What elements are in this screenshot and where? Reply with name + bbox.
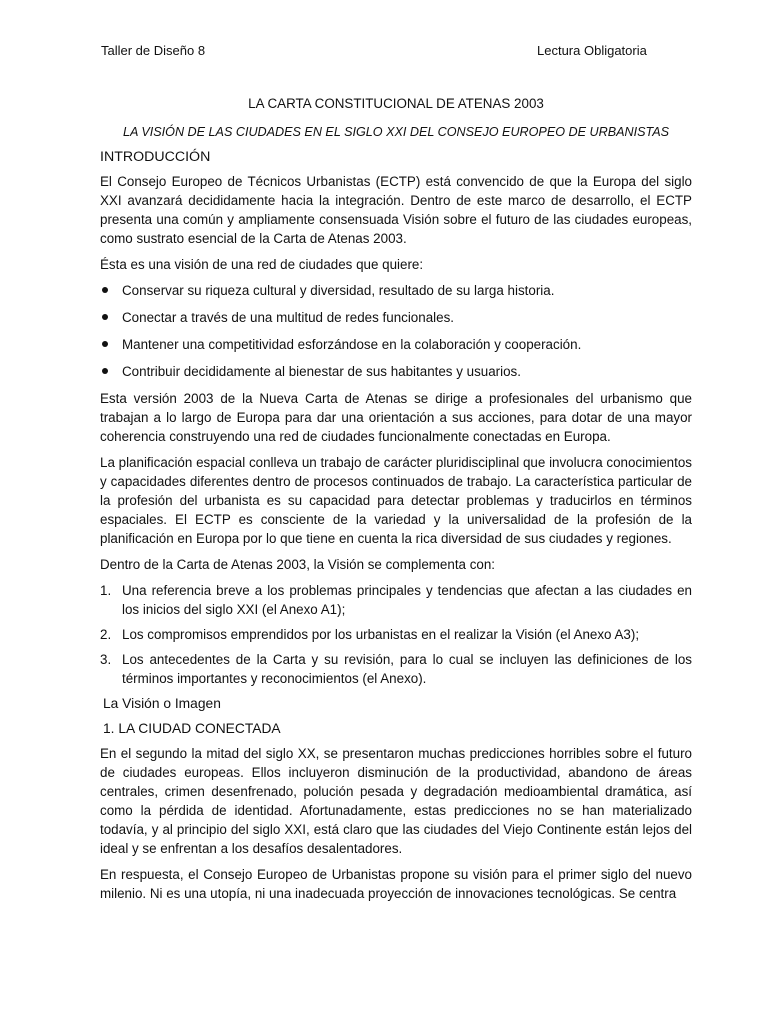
list-item [100, 625, 692, 644]
heading-connected-city: 1. LA CIUDAD CONECTADA [103, 721, 281, 736]
list-item [100, 335, 692, 354]
bullet-icon [102, 314, 108, 320]
bullet-icon [102, 341, 108, 347]
paragraph: Esta versión 2003 de la Nueva Carta de Atenas se dirige a profesionales del urbanismo que trabajan a lo largo de Europa para dar una orientación a sus acciones, para dotar de una mayor coherencia construyendo una red de ciudades funcionalmente conectadas en Europa. [100, 391, 692, 444]
list-number: 2. [100, 627, 112, 642]
heading-vision: La Visión o Imagen [103, 696, 221, 711]
list-item-text: Los compromisos emprendidos por los urbanistas en el realizar la Visión (el Anexo A3); [122, 627, 640, 642]
list-item [100, 281, 692, 300]
document-subtitle: LA VISIÓN DE LAS CIUDADES EN EL SIGLO XXI DEL CONSEJO EUROPEO DE URBANISTAS [122, 125, 670, 139]
bullet-list [100, 281, 692, 381]
list-item-text: Una referencia breve a los problemas principales y tendencias que afectan a las ciudades en los inicios del siglo XXI (el Anexo A1); [122, 583, 692, 617]
list-number: 1. [100, 583, 112, 598]
list-item [100, 650, 692, 688]
list-item [100, 362, 692, 381]
bullet-icon [102, 287, 108, 293]
document-body [100, 95, 692, 910]
paragraph: La planificación espacial conlleva un trabajo de carácter pluridisciplinal que involucra conocimientos y capacidades diferentes dentro de procesos continuados de trabajo. La característica particular de la profesión del urbanista es su capacidad para detectar problemas y traducirlos en términos espaciales. El ECTP es consciente de la variedad y la universalidad de la profesión de la planificación en Europa por lo que tiene en cuenta la rica diversidad de sus ciudades y regiones. [100, 455, 692, 546]
header-reading-type: Lectura Obligatoria [537, 43, 647, 58]
paragraph: En el segundo la mitad del siglo XX, se presentaron muchas predicciones horribles sobre el futuro de ciudades europeas. Ellos incluyeron disminución de la productividad, abandono de áreas centrales, crimen desenfrenado, polución pesada y degradación medioambiental dramática, así como la pérdida de identidad. Afortunadamente, estas predicciones no se han materializado todavía, y al principio del siglo XXI, está claro que las ciudades del Viejo Continente están lejos del ideal y se enfrentan a los desafíos desalentadores. [100, 746, 692, 856]
list-item [100, 308, 692, 327]
numbered-list [100, 581, 692, 688]
heading-introduccion: INTRODUCCIÓN [100, 149, 211, 165]
paragraph: El Consejo Europeo de Técnicos Urbanistas (ECTP) está convencido de que la Europa del siglo XXI avanzará decididamente hacia la integración. Dentro de este marco de desarrollo, el ECTP presenta una común y ampliamente consensuada Visión sobre el futuro de las ciudades europeas, como sustrato esencial de la Carta de Atenas 2003. [100, 174, 692, 246]
list-item-text: Contribuir decididamente al bienestar de sus habitantes y usuarios. [122, 364, 521, 379]
list-item-text: Conservar su riqueza cultural y diversidad, resultado de su larga historia. [122, 283, 555, 298]
list-item-text: Mantener una competitividad esforzándose en la colaboración y cooperación. [122, 337, 582, 352]
document-title: LA CARTA CONSTITUCIONAL DE ATENAS 2003 [248, 96, 544, 111]
list-item-text: Conectar a través de una multitud de redes funcionales. [122, 310, 454, 325]
list-item [100, 581, 692, 619]
list-item-text: Los antecedentes de la Carta y su revisión, para lo cual se incluyen las definiciones de los términos importantes y reconocimientos (el Anexo). [122, 652, 692, 686]
paragraph: En respuesta, el Consejo Europeo de Urbanistas propone su visión para el primer siglo del nuevo milenio. Ni es una utopía, ni una inadecuada proyección de innovaciones tecnológicas. Se centra [100, 867, 692, 901]
list-number: 3. [100, 652, 112, 667]
paragraph: Ésta es una visión de una red de ciudades que quiere: [100, 257, 424, 272]
bullet-icon [102, 368, 108, 374]
header-course: Taller de Diseño 8 [101, 43, 206, 58]
paragraph: Dentro de la Carta de Atenas 2003, la Visión se complementa con: [100, 557, 496, 572]
